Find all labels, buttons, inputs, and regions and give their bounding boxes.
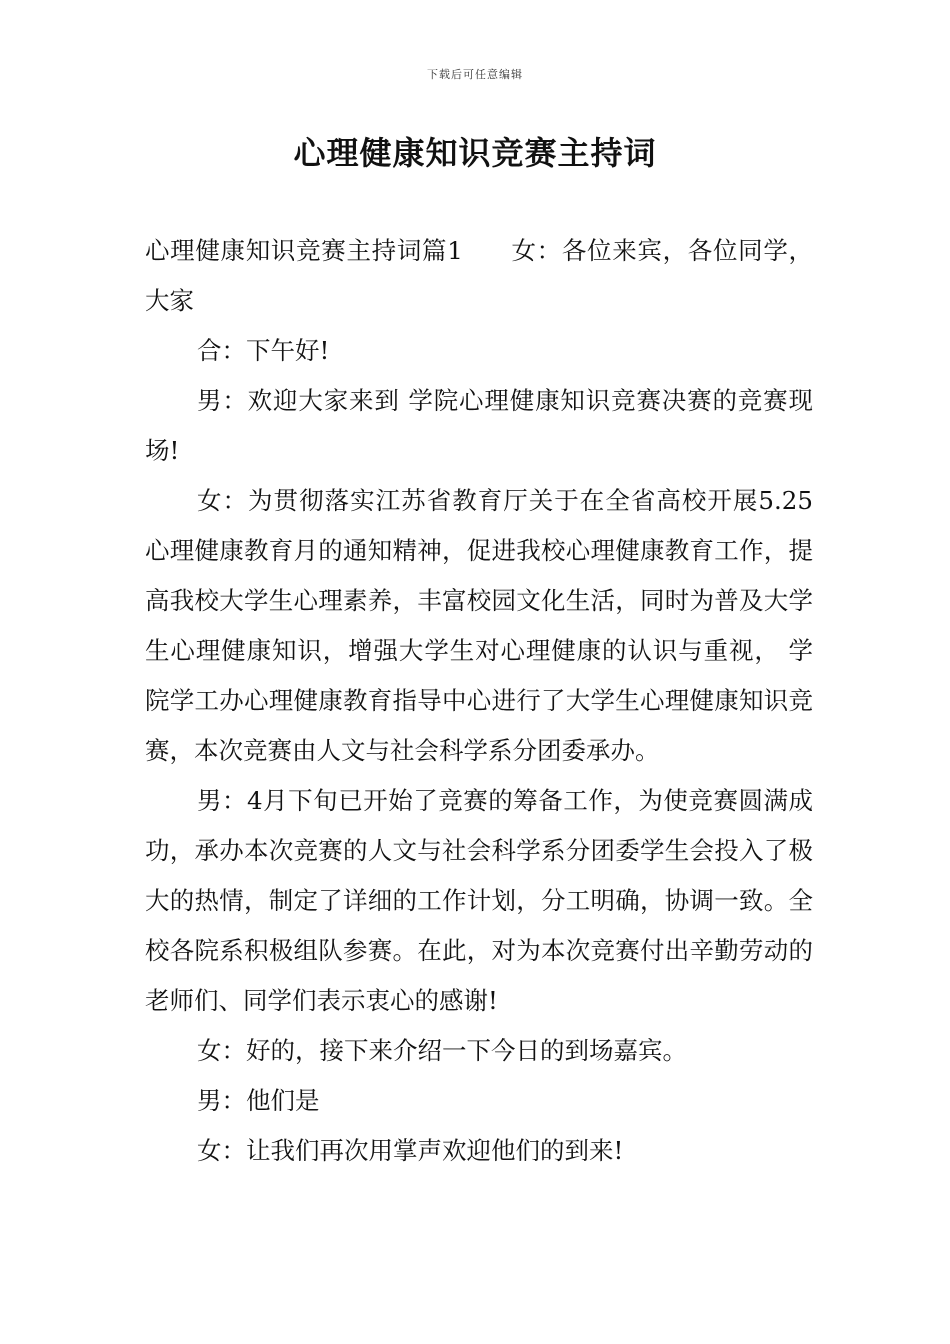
paragraph: 合：下午好! xyxy=(197,336,330,365)
paragraph: 男：他们是 xyxy=(197,1086,320,1115)
section-heading: 心理健康知识竞赛主持词篇1 xyxy=(145,236,463,265)
paragraph: 男：4月下旬已开始了竞赛的筹备工作，为使竞赛圆满成功，承办本次竞赛的人文与社会科学系分团委学生会投入了极大的热情，制定了详细的工作计划，分工明确，协调一致。全校各院系积极组队参赛。在此，对为本次竞赛付出辛勤劳动的老师们、同学们表示衷心的感谢! xyxy=(145,786,813,1015)
document-title: 心理健康知识竞赛主持词 xyxy=(293,134,657,172)
intro-paragraph xyxy=(145,226,813,326)
paragraph: 男：欢迎大家来到 学院心理健康知识竞赛决赛的竞赛现场! xyxy=(145,386,813,465)
document-body xyxy=(145,226,813,1176)
paragraph: 女：让我们再次用掌声欢迎他们的到来! xyxy=(197,1136,624,1165)
header-note: 下载后可任意编辑 xyxy=(427,68,523,81)
paragraph: 女：为贯彻落实江苏省教育厅关于在全省高校开展5.25心理健康教育月的通知精神，促进我校心理健康教育工作，提高我校大学生心理素养，丰富校园文化生活，同时为普及大学生心理健康知识，增强大学生对心理健康的认识与重视， 学院学工办心理健康教育指导中心进行了大学生心理健康知识竞赛，本次竞赛由人文与社会科学系分团委承办。 xyxy=(145,486,813,765)
intro-text: 女：各位来宾，各位同学，大家 xyxy=(145,236,813,315)
paragraph: 女：好的，接下来介绍一下今日的到场嘉宾。 xyxy=(197,1036,687,1065)
